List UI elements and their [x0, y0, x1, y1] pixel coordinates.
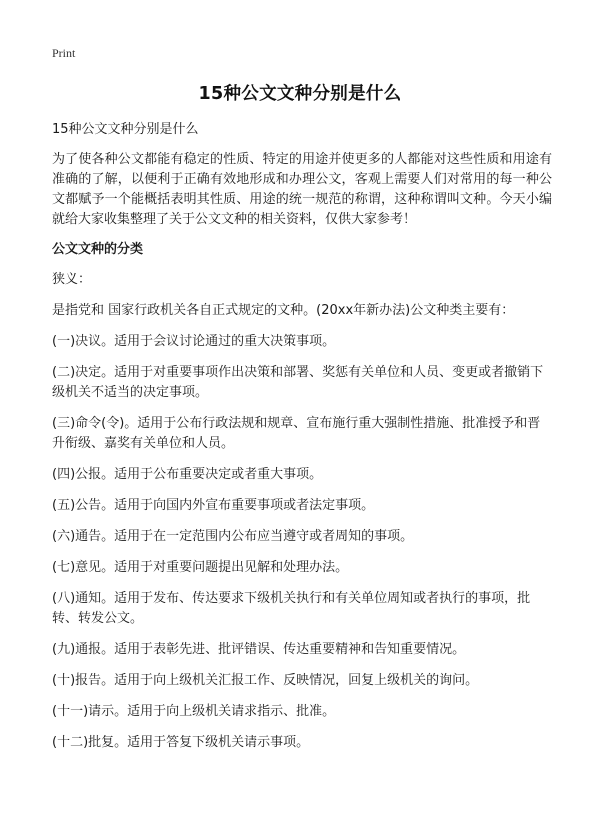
list-item-3: (三)命令(令)。适用于公布行政法规和规章、宣布施行重大强制性措施、批准授予和晋升衔级、嘉奖有关单位和人员。 — [52, 416, 541, 451]
narrow-definition-text: 是指党和 国家行政机关各自正式规定的文种。(20xx年新办法)公文种类主要有： — [52, 303, 515, 318]
list-item-8: (八)通知。适用于发布、传达要求下级机关执行和有关单位周知或者执行的事项，批转、转发公文。 — [52, 591, 531, 626]
page-title: 15种公文文种分别是什么 — [198, 84, 402, 104]
list-item-9: (九)通报。适用于表彰先进、批评错误、传达重要精神和告知重要情况。 — [52, 642, 466, 657]
narrow-definition-label: 狭义： — [52, 272, 92, 287]
section-heading: 公文文种的分类 — [52, 242, 144, 257]
intro-paragraph: 为了使各种公文都能有稳定的性质、特定的用途并使更多的人都能对这些性质和用途有准确的了解，以便利于正确有效地形成和办理公文，客观上需要人们对常用的每一种公文都赋予一个能概括表明其性质、用途的统一规范的称谓，这种称谓叫文种。今天小编就给大家收集整理了关于公文文种的相关资料，仅供大家参考！ — [52, 152, 552, 227]
list-item-11: (十一)请示。适用于向上级机关请求指示、批准。 — [52, 704, 336, 719]
list-item-4: (四)公报。适用于公布重要决定或者重大事项。 — [52, 467, 323, 482]
list-item-6: (六)通告。适用于在一定范围内公布应当遵守或者周知的事项。 — [52, 529, 414, 544]
list-item-12: (十二)批复。适用于答复下级机关请示事项。 — [52, 735, 310, 750]
list-item-1: (一)决议。适用于会议讨论通过的重大决策事项。 — [52, 334, 336, 349]
list-item-10: (十)报告。适用于向上级机关汇报工作、反映情况，回复上级机关的询问。 — [52, 673, 479, 688]
document-subtitle: 15种公文文种分别是什么 — [52, 122, 199, 137]
print-label: Print — [52, 46, 76, 60]
document-body — [52, 120, 552, 764]
list-item-2: (二)决定。适用于对重要事项作出决策和部署、奖惩有关单位和人员、变更或者撤销下级机关不适当的决定事项。 — [52, 365, 544, 400]
list-item-7: (七)意见。适用于对重要问题提出见解和处理办法。 — [52, 560, 349, 575]
list-item-5: (五)公告。适用于向国内外宣布重要事项或者法定事项。 — [52, 498, 375, 513]
